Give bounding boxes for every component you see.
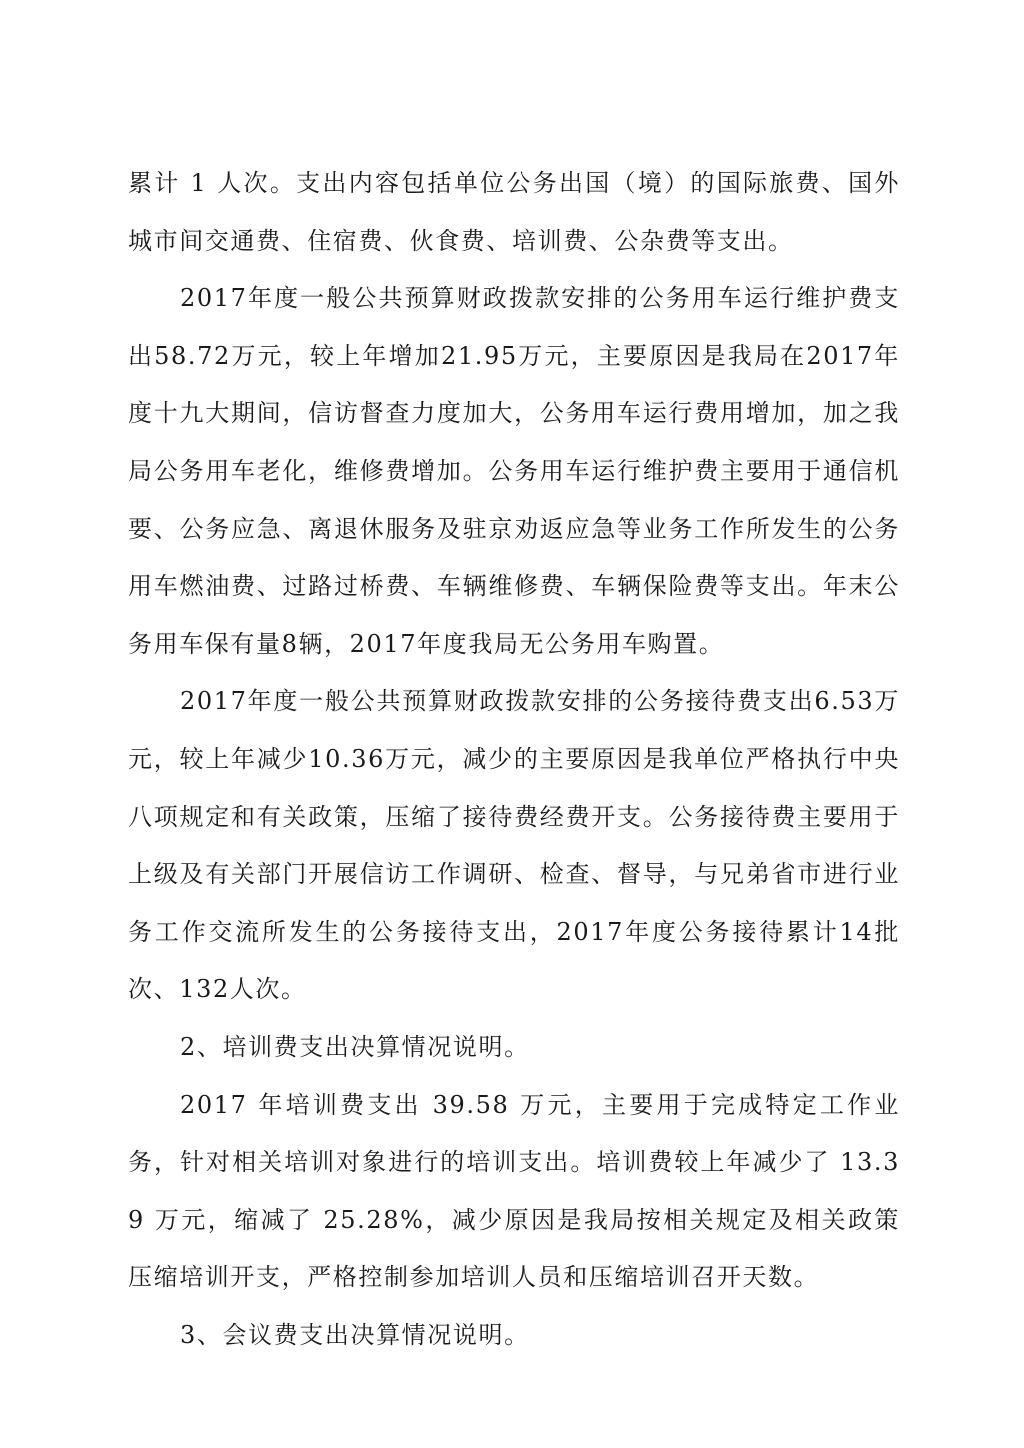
- document-body: [128, 155, 900, 1364]
- paragraph-vehicle-operation: 2017年度一般公共预算财政拨款安排的公务用车运行维护费支出58.72万元，较上年增加21.95万元，主要原因是我局在2017年度十九大期间，信访督查力度加大，公务用车运行费用增加，加之我局公务用车老化，维修费增加。公务用车运行维护费主要用于通信机要、公务应急、离退休服务及驻京劝返应急等业务工作所发生的公务用车燃油费、过路过桥费、车辆维修费、车辆保险费等支出。年末公务用车保有量8辆，2017年度我局无公务用车购置。: [128, 284, 900, 658]
- paragraph-official-reception: 2017年度一般公共预算财政拨款安排的公务接待费支出6.53万元，较上年减少10.36万元，减少的主要原因是我单位严格执行中央八项规定和有关政策，压缩了接待费经费开支。公务接待费主要用于上级及有关部门开展信访工作调研、检查、督导，与兄弟省市进行业务工作交流所发生的公务接待支出，2017年度公务接待累计14批次、132人次。: [128, 687, 900, 1004]
- section-heading-training: 2、培训费支出决算情况说明。: [180, 1032, 530, 1061]
- section-heading-meeting: 3、会议费支出决算情况说明。: [180, 1320, 530, 1349]
- paragraph-training-expense: 2017 年培训费支出 39.58 万元，主要用于完成特定工作业务，针对相关培训对象进行的培训支出。培训费较上年减少了 13.39 万元，缩减了 25.28%，减少原因是我局按相关规定及相关政策压缩培训开支，严格控制参加培训人员和压缩培训召开天数。: [128, 1090, 900, 1292]
- paragraph-overseas-travel-continued: 累计 1 人次。支出内容包括单位公务出国（境）的国际旅费、国外城市间交通费、住宿费、伙食费、培训费、公杂费等支出。: [128, 169, 900, 255]
